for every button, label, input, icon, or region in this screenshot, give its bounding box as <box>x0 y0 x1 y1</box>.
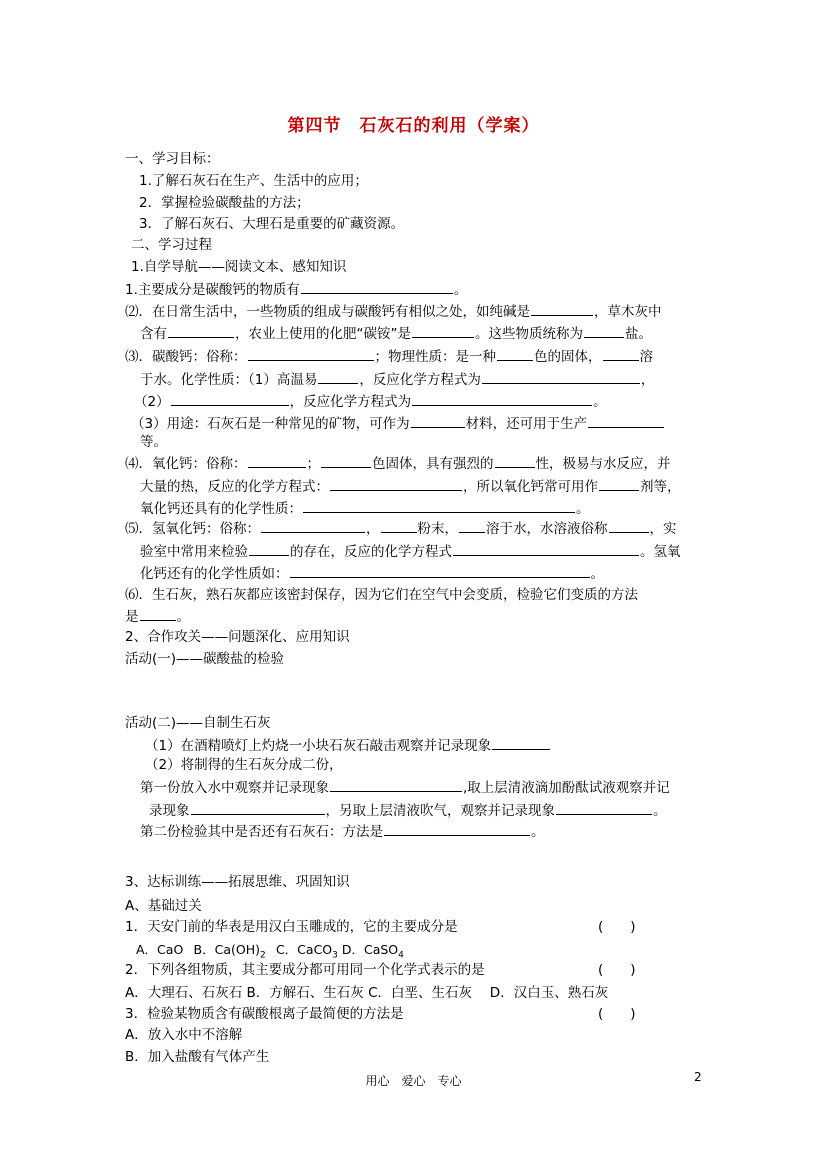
q5-text: 化钙还有的化学性质如： <box>140 566 289 582</box>
q3-text: （3）用途：石灰石是一种常见的矿物，可作为 <box>131 416 410 432</box>
question-1 <box>125 279 467 300</box>
blank[interactable] <box>248 453 306 468</box>
q2-text: ，农业上使用的化肥“碳铵”是 <box>235 326 411 342</box>
q3-text: ，反应化学方程式为 <box>359 372 481 388</box>
q5-text: 。氢氧 <box>640 544 681 560</box>
question-3-line-5: 等。 <box>140 434 167 450</box>
q4-text: 性，极易与水反应，并 <box>535 456 671 472</box>
q2-text: 。这些物质统称为 <box>475 326 583 342</box>
q5-text: 。 <box>590 566 604 582</box>
blank[interactable] <box>318 369 358 384</box>
blank[interactable] <box>453 541 639 556</box>
question-3-line-2 <box>140 369 654 390</box>
q4-text: 。 <box>576 501 590 517</box>
q3-text: 。 <box>593 394 607 410</box>
page-title: 第四节 石灰石的利用（学案） <box>287 116 540 136</box>
problem-3-option-a: A．放入水中不溶解 <box>125 1027 243 1043</box>
page-number: 2 <box>694 1070 702 1084</box>
a2-text: 。 <box>531 824 545 840</box>
q3-text: ，反应化学方程式为 <box>289 394 412 410</box>
question-3-line-3 <box>134 391 607 412</box>
q5-text: 溶于水，水溶液俗称 <box>486 521 608 537</box>
blank[interactable] <box>321 453 371 468</box>
question-3-line-4 <box>131 413 665 434</box>
objective-1: 1.了解石灰石在生产、生活中的应用； <box>139 173 368 189</box>
question-4-line-1 <box>125 453 671 474</box>
blank[interactable] <box>261 518 365 533</box>
blank[interactable] <box>301 279 453 294</box>
activity-2-heading: 活动(二)——自制生石灰 <box>125 715 271 731</box>
a2-text: （1）在酒精喷灯上灼烧一小块石灰石敲击观察并记录现象 <box>145 738 492 754</box>
blank[interactable] <box>384 821 530 836</box>
q4-text: 剂等， <box>640 479 681 495</box>
a2-text: ,取上层清液滴加酚酞试液观察并记 <box>463 780 670 796</box>
page-footer: 用心 爱心 专心 <box>365 1074 462 1088</box>
question-4-line-3 <box>140 498 590 519</box>
blank[interactable] <box>556 800 652 815</box>
practice-heading: 3、达标训练——拓展思维、巩固知识 <box>125 874 350 890</box>
q1-end: 。 <box>453 282 468 298</box>
a2-text: 第二份检验其中是否还有石灰石：方法是 <box>140 824 383 840</box>
blank[interactable] <box>411 413 465 428</box>
q3-text: 色的固体， <box>534 349 602 365</box>
blank[interactable] <box>191 800 325 815</box>
activity-2-step-1 <box>145 735 551 756</box>
blank[interactable] <box>609 518 649 533</box>
blank[interactable] <box>497 346 533 361</box>
answer-bracket[interactable]: ( ) <box>598 919 636 935</box>
q5-text: 的存在，反应的化学方程式 <box>290 544 452 560</box>
blank[interactable] <box>588 413 664 428</box>
q1-text: 1.主要成分是碳酸钙的物质有 <box>125 282 300 298</box>
q2-text: 含有 <box>140 326 167 342</box>
blank[interactable] <box>412 323 474 338</box>
blank[interactable] <box>168 323 234 338</box>
q2-text: ，草木灰中 <box>594 304 662 320</box>
question-2-line-1 <box>125 301 662 322</box>
process-heading: 二、学习过程 <box>131 237 212 253</box>
q4-text: 大量的热，反应的化学方程式： <box>140 479 329 495</box>
q4-text: ，所以氧化钙常可用作 <box>463 479 598 495</box>
q5-text: 粉末， <box>417 521 458 537</box>
option-a: A．CaO <box>136 942 184 957</box>
blank[interactable] <box>290 563 590 578</box>
q2-text: ⑵．在日常生活中，一些物质的组成与碳酸钙有相似之处，如纯碱是 <box>125 304 530 320</box>
objective-2: 2．掌握检验碳酸盐的方法； <box>139 195 310 211</box>
blank[interactable] <box>482 369 640 384</box>
answer-bracket[interactable]: ( ) <box>598 1006 636 1022</box>
cooperation-heading: 2、合作攻关——问题深化、应用知识 <box>125 629 350 645</box>
blank[interactable] <box>330 777 462 792</box>
subscript: 4 <box>398 950 404 961</box>
blank[interactable] <box>249 541 289 556</box>
activity-2-line-4 <box>149 800 667 821</box>
blank[interactable] <box>330 476 462 491</box>
problem-2-options: A．大理石、石灰石 B．方解石、生石灰 C．白垩、生石灰 D．汉白玉、熟石灰 <box>125 985 609 1001</box>
problem-1: 1．天安门前的华表是用汉白玉雕成的，它的主要成分是 <box>125 919 458 935</box>
a2-text: 录现象 <box>149 803 190 819</box>
problem-3: 3．检验某物质含有碳酸根离子最简便的方法是 <box>125 1006 404 1022</box>
q3-text: ⑶．碳酸钙：俗称： <box>125 349 247 365</box>
q3-text: 于水。化学性质：（1）高温易 <box>140 372 318 388</box>
a2-text: 第一份放入水中观察并记录现象 <box>140 780 329 796</box>
activity-1-heading: 活动(一)——碳酸盐的检验 <box>125 651 285 667</box>
q5-text: ， <box>366 521 380 537</box>
question-2-line-2 <box>140 323 652 344</box>
question-5-line-2 <box>140 541 681 562</box>
q4-text: 色固体，具有强烈的 <box>372 456 494 472</box>
activity-2-step-2: （2）将制得的生石灰分成二份， <box>145 757 343 773</box>
q6-text: 是 <box>125 609 139 625</box>
problem-2: 2．下列各组物质，其主要成分都可用同一个化学式表示的是 <box>125 962 485 978</box>
answer-bracket[interactable]: ( ) <box>598 962 636 978</box>
question-6-line-1: ⑹．生石灰，熟石灰都应该密封保存，因为它们在空气中会变质，检验它们变质的方法 <box>125 587 638 603</box>
question-4-line-2 <box>140 476 681 497</box>
blank[interactable] <box>248 346 374 361</box>
blank[interactable] <box>495 453 535 468</box>
question-6-line-2 <box>125 606 190 627</box>
subscript: 3 <box>332 950 338 961</box>
blank[interactable] <box>412 391 592 406</box>
q5-text: 验室中常用来检验 <box>140 544 248 560</box>
option-b: B．Ca(OH) <box>193 942 260 957</box>
self-study-heading: 1.自学导航——阅读文本、感知知识 <box>131 259 347 275</box>
blank[interactable] <box>303 498 575 513</box>
q4-text: ⑷．氧化钙：俗称： <box>125 456 247 472</box>
subscript: 2 <box>259 950 266 961</box>
q4-text: 氧化钙还具有的化学性质： <box>140 501 302 517</box>
blank[interactable] <box>381 518 417 533</box>
q6-text: 。 <box>176 609 190 625</box>
blank[interactable] <box>140 606 176 621</box>
problem-3-option-b: B．加入盐酸有气体产生 <box>125 1049 270 1065</box>
blank[interactable] <box>531 301 593 316</box>
a2-text: 。 <box>653 803 667 819</box>
option-d: D．CaSO <box>341 942 399 957</box>
question-5-line-3 <box>140 563 604 584</box>
objectives-heading: 一、学习目标： <box>125 151 220 167</box>
q2-text: 盐。 <box>625 326 652 342</box>
q3-text: 溶 <box>639 349 653 365</box>
q5-text: ⑸．氢氧化钙：俗称： <box>125 521 260 537</box>
objective-3: 3．了解石灰石、大理石是重要的矿藏资源。 <box>139 216 405 232</box>
blank[interactable] <box>459 518 485 533</box>
blank[interactable] <box>584 323 624 338</box>
a2-text: ，另取上层清液吹气，观察并记录现象 <box>325 803 555 819</box>
blank[interactable] <box>171 391 289 406</box>
q4-text: ； <box>306 456 320 472</box>
blank[interactable] <box>492 735 550 750</box>
option-c: C．CaCO <box>275 942 333 957</box>
q3-text: ， <box>640 372 655 388</box>
q3-text: 材料，还可用于生产 <box>465 416 588 432</box>
q5-text: ，实 <box>649 521 677 537</box>
activity-2-line-3 <box>140 777 670 798</box>
question-5-line-1 <box>125 518 677 539</box>
activity-2-line-5 <box>140 821 545 842</box>
q3-text: （2） <box>134 394 170 410</box>
question-3-line-1 <box>125 346 653 367</box>
part-a-heading: A、基础过关 <box>125 898 202 914</box>
q3-text: ；物理性质：是一种 <box>374 349 496 365</box>
blank[interactable] <box>603 346 639 361</box>
blank[interactable] <box>599 476 639 491</box>
